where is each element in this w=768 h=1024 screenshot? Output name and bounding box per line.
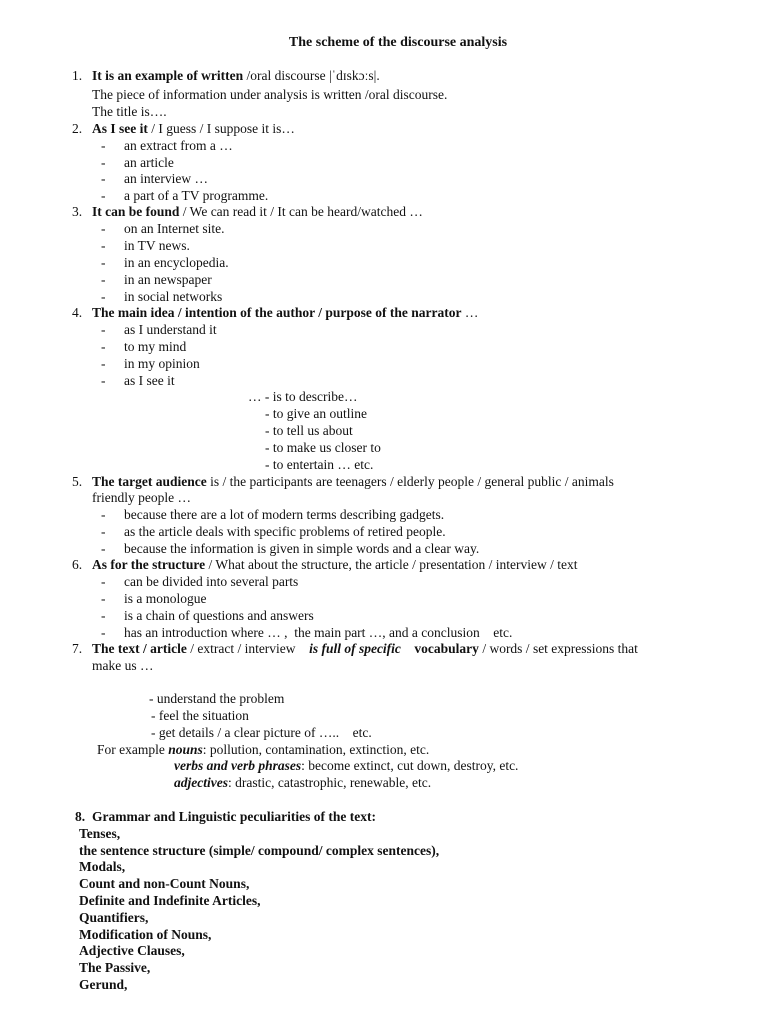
list-item <box>101 187 269 204</box>
bullet-dash: - <box>101 356 106 371</box>
section-7-plain-3: / words / set expressions that <box>478 641 638 656</box>
grammar-item: Tenses, <box>79 826 121 841</box>
section-3-bold: It can be found <box>92 204 180 219</box>
list-item-text: as the article deals with specific problems of retired people. <box>124 524 446 539</box>
nouns-label: nouns <box>168 742 203 757</box>
list-item-text: in TV news. <box>124 238 190 253</box>
list-item-text: as I see it <box>124 373 175 388</box>
example-lead: For example <box>97 742 169 757</box>
section-5-heading <box>92 473 614 490</box>
section-5-rest: is / the participants are teenagers / elderly people / general public / animals <box>206 474 614 489</box>
section-4-heading <box>92 304 478 321</box>
section-6-rest: / What about the structure, the article / presentation / interview / text <box>205 557 578 572</box>
list-item <box>101 573 299 590</box>
section-3-number: 3. <box>72 204 83 219</box>
section-6-number: 6. <box>72 557 83 572</box>
list-item-text: because the information is given in simple words and a clear way. <box>124 541 480 556</box>
section-3-rest: / We can read it / It can be heard/watched … <box>179 204 423 219</box>
list-item-text: an interview … <box>124 171 208 186</box>
bullet-dash: - <box>101 238 106 253</box>
bullet-dash: - <box>101 188 106 203</box>
list-item <box>101 237 190 254</box>
bullet-dash: - <box>101 625 106 640</box>
section-1-heading <box>92 67 380 84</box>
purpose-lead: … - is to describe… <box>248 389 358 404</box>
section-number: 1. <box>72 68 83 83</box>
list-item-text: in an newspaper <box>124 272 212 287</box>
list-item <box>101 288 223 305</box>
list-item <box>101 624 513 641</box>
effect-item: - feel the situation <box>151 708 249 723</box>
verbs-text: : become extinct, cut down, destroy, etc. <box>301 758 519 773</box>
section-4-bold: The main idea / intention of the author / purpose of the narrator <box>92 305 462 320</box>
bullet-dash: - <box>101 138 106 153</box>
page-title: The scheme of the discourse analysis <box>288 35 508 50</box>
bullet-dash: - <box>101 541 106 556</box>
nouns-text: : pollution, contamination, extinction, etc. <box>202 742 430 757</box>
bullet-dash: - <box>101 155 106 170</box>
purpose-item: - to make us closer to <box>265 440 381 455</box>
section-7-plain-2 <box>401 641 415 656</box>
section-6-heading <box>92 556 578 573</box>
section-7-number: 7. <box>72 641 83 656</box>
section-7-bold-2: vocabulary <box>414 641 479 656</box>
bullet-dash: - <box>101 574 106 589</box>
section-7-bold-italic: is full of specific <box>309 641 401 656</box>
list-item-text: an article <box>124 155 174 170</box>
section-8-heading-text: Grammar and Linguistic peculiarities of the text: <box>92 809 376 824</box>
section-3-heading <box>92 203 423 220</box>
list-item <box>101 540 480 557</box>
list-item <box>101 523 446 540</box>
example-verbs <box>174 757 518 774</box>
grammar-item: Definite and Indefinite Articles, <box>79 893 261 908</box>
section-1-line3: The title is…. <box>92 104 167 119</box>
list-item <box>101 220 225 237</box>
section-8-num: 8. <box>75 809 86 824</box>
list-item <box>101 321 217 338</box>
section-7-bold-1: The text / article <box>92 641 187 656</box>
list-item-text: because there are a lot of modern terms describing gadgets. <box>124 507 445 522</box>
section-8-heading <box>92 808 376 825</box>
list-item-text: in an encyclopedia. <box>124 255 229 270</box>
list-item-text: as I understand it <box>124 322 217 337</box>
section-5-bold: The target audience <box>92 474 207 489</box>
list-item <box>101 372 175 389</box>
grammar-item: the sentence structure (simple/ compound/ complex sentences), <box>79 843 440 858</box>
effect-item: - understand the problem <box>149 691 285 706</box>
list-item-text: has an introduction where … , the main part …, and a conclusion etc. <box>124 625 513 640</box>
grammar-item: Modals, <box>79 859 126 874</box>
list-item-text: a part of a TV programme. <box>124 188 269 203</box>
purpose-item: - to entertain … etc. <box>265 457 374 472</box>
list-item <box>101 338 187 355</box>
bullet-dash: - <box>101 507 106 522</box>
section-6-bold: As for the structure <box>92 557 206 572</box>
section-5-line2: friendly people … <box>92 490 191 505</box>
purpose-item: - to give an outline <box>265 406 367 421</box>
bullet-dash: - <box>101 524 106 539</box>
grammar-item: Gerund, <box>79 977 128 992</box>
adjectives-text: : drastic, catastrophic, renewable, etc. <box>227 775 432 790</box>
section-2-heading <box>92 120 295 137</box>
grammar-item: The Passive, <box>79 960 151 975</box>
section-7-line2: make us … <box>92 658 154 673</box>
section-2-number: 2. <box>72 121 83 136</box>
list-item <box>101 137 233 154</box>
section-1-rest: /oral discourse |ˈdɪskɔːs|. <box>243 68 380 83</box>
bullet-dash: - <box>101 373 106 388</box>
list-item <box>101 506 445 523</box>
bullet-dash: - <box>101 339 106 354</box>
bullet-dash: - <box>101 608 106 623</box>
grammar-item: Modification of Nouns, <box>79 927 212 942</box>
section-7-heading <box>92 640 638 657</box>
list-item <box>101 590 207 607</box>
section-5-number: 5. <box>72 474 83 489</box>
bullet-dash: - <box>101 591 106 606</box>
list-item-text: in social networks <box>124 289 223 304</box>
section-4-number: 4. <box>72 305 83 320</box>
grammar-item: Quantifiers, <box>79 910 149 925</box>
section-2-rest: / I guess / I suppose it is… <box>147 121 295 136</box>
list-item <box>101 355 200 372</box>
bullet-dash: - <box>101 255 106 270</box>
example-adjectives <box>174 774 431 791</box>
purpose-item: - to tell us about <box>265 423 353 438</box>
bullet-dash: - <box>101 221 106 236</box>
bullet-dash: - <box>101 289 106 304</box>
bullet-dash: - <box>101 171 106 186</box>
verbs-label: verbs and verb phrases <box>174 758 302 773</box>
list-item <box>101 607 314 624</box>
list-item <box>101 170 208 187</box>
list-item-text: on an Internet site. <box>124 221 225 236</box>
section-4-rest: … <box>461 305 479 320</box>
section-1-bold: It is an example of written <box>92 68 244 83</box>
list-item-text: is a chain of questions and answers <box>124 608 314 623</box>
list-item-text: an extract from a … <box>124 138 233 153</box>
adjectives-label: adjectives <box>174 775 228 790</box>
section-8-number <box>75 808 85 825</box>
effect-item: - get details / a clear picture of ….. etc. <box>151 725 372 740</box>
bullet-dash: - <box>101 322 106 337</box>
grammar-item: Adjective Clauses, <box>79 943 185 958</box>
example-nouns <box>97 741 429 758</box>
list-item <box>101 154 174 171</box>
section-2-bold: As I see it <box>92 121 148 136</box>
bullet-dash: - <box>101 272 106 287</box>
list-item-text: can be divided into several parts <box>124 574 299 589</box>
section-7-plain-1: / extract / interview <box>186 641 310 656</box>
list-item-text: is a monologue <box>124 591 207 606</box>
section-1-line2: The piece of information under analysis is written /oral discourse. <box>92 87 448 102</box>
grammar-item: Count and non-Count Nouns, <box>79 876 250 891</box>
list-item-text: in my opinion <box>124 356 200 371</box>
list-item <box>101 254 229 271</box>
list-item-text: to my mind <box>124 339 187 354</box>
list-item <box>101 271 212 288</box>
